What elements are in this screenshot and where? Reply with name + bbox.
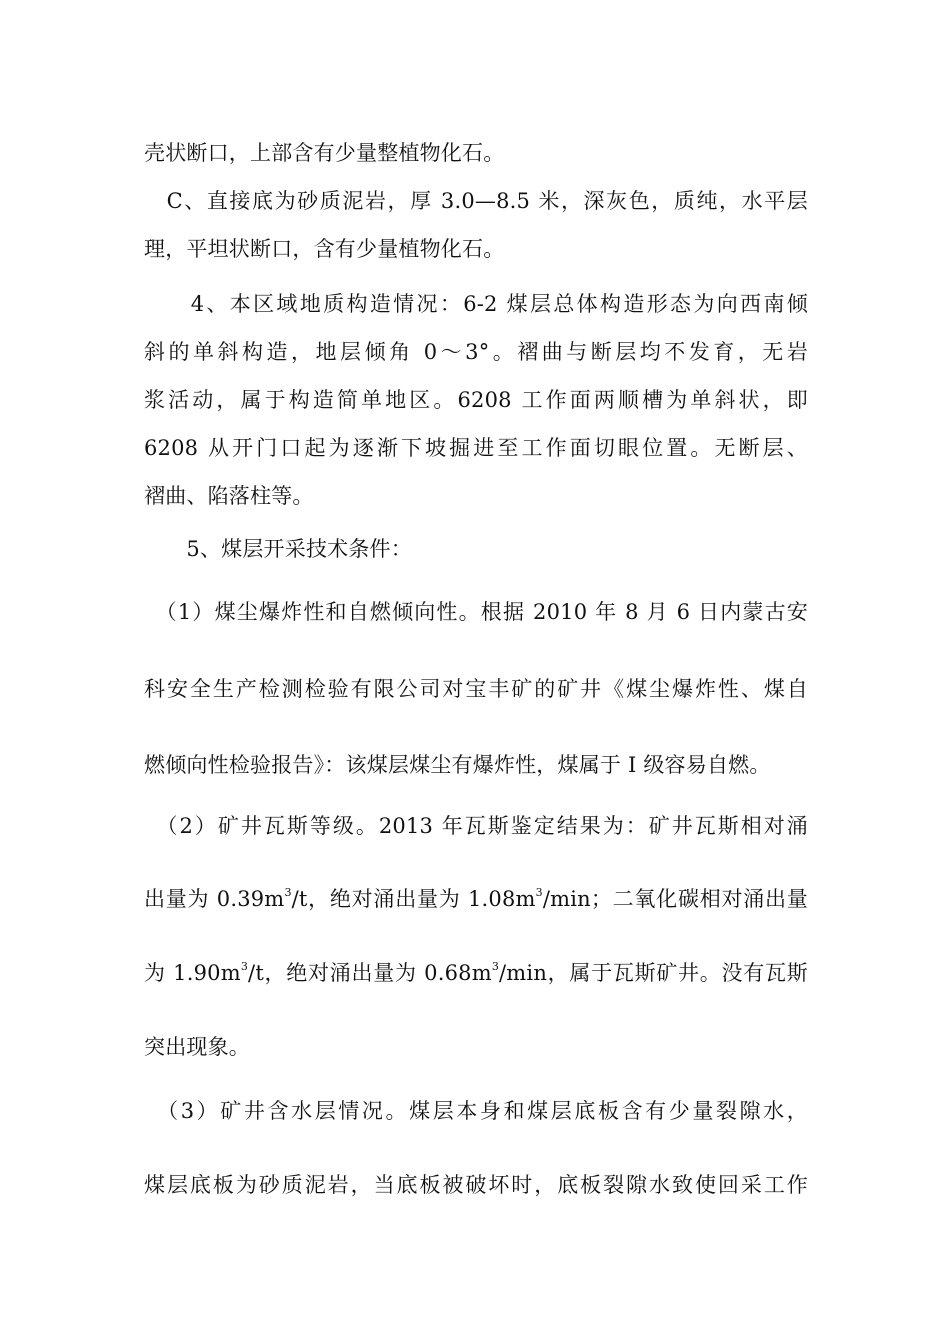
gas-emission-line-2: [144, 958, 808, 988]
gas-line1-part-b: /t，绝对涌出量为 1.08m: [291, 887, 536, 911]
gas-line1-part-a: 出量为 0.39m: [144, 887, 285, 911]
gas-line1-part-c: /min；二氧化碳相对涌出量: [542, 887, 808, 911]
paragraph-line-3: 理，平坦状断口，含有少量植物化石。: [144, 237, 505, 261]
paragraph-line-12: 燃倾向性检验报告》：该煤层煤尘有爆炸性，煤属于 I 级容易自燃。: [144, 753, 771, 777]
paragraph-line-16: 突出现象。: [144, 1035, 250, 1059]
gas-line2-part-b: /t，绝对涌出量为 0.68m: [248, 961, 492, 985]
gas-emission-line-1: [144, 884, 808, 914]
paragraph-line-8: 褶曲、陷落柱等。: [144, 484, 314, 508]
section-heading-5: 5、煤层开采技术条件：: [144, 537, 412, 561]
superscript-3: 3: [535, 886, 543, 899]
paragraph-line-13: （2）矿井瓦斯等级。2013 年瓦斯鉴定结果为：矿井瓦斯相对涌: [144, 814, 808, 838]
paragraph-line-2: C、直接底为砂质泥岩，厚 3.0—8.5 米，深灰色，质纯，水平层: [144, 189, 808, 213]
gas-line2-part-c: /min，属于瓦斯矿井。没有瓦斯: [499, 961, 808, 985]
superscript-3: 3: [240, 960, 249, 973]
paragraph-line-4: 4、本区域地质构造情况：6-2 煤层总体构造形态为向西南倾: [144, 292, 808, 316]
paragraph-line-5: 斜的单斜构造，地层倾角 0～3°。褶曲与断层均不发育，无岩: [144, 340, 808, 364]
paragraph-line-11: 科安全生产检测检验有限公司对宝丰矿的矿井《煤尘爆炸性、煤自: [144, 677, 808, 701]
superscript-3: 3: [491, 960, 500, 973]
paragraph-line-10: （1）煤尘爆炸性和自燃倾向性。根据 2010 年 8 月 6 日内蒙古安: [144, 600, 808, 624]
paragraph-line-1: 壳状断口，上部含有少量整植物化石。: [144, 141, 505, 165]
paragraph-line-7: 6208 从开门口起为逐渐下坡掘进至工作面切眼位置。无断层、: [144, 436, 808, 460]
paragraph-line-18: 煤层底板为砂质泥岩，当底板被破坏时，底板裂隙水致使回采工作: [144, 1173, 808, 1197]
superscript-3: 3: [284, 886, 292, 899]
paragraph-line-6: 浆活动，属于构造简单地区。6208 工作面两顺槽为单斜状，即: [144, 388, 808, 412]
paragraph-line-17: （3）矿井含水层情况。煤层本身和煤层底板含有少量裂隙水，: [144, 1099, 808, 1123]
gas-line2-part-a: 为 1.90m: [144, 961, 241, 985]
